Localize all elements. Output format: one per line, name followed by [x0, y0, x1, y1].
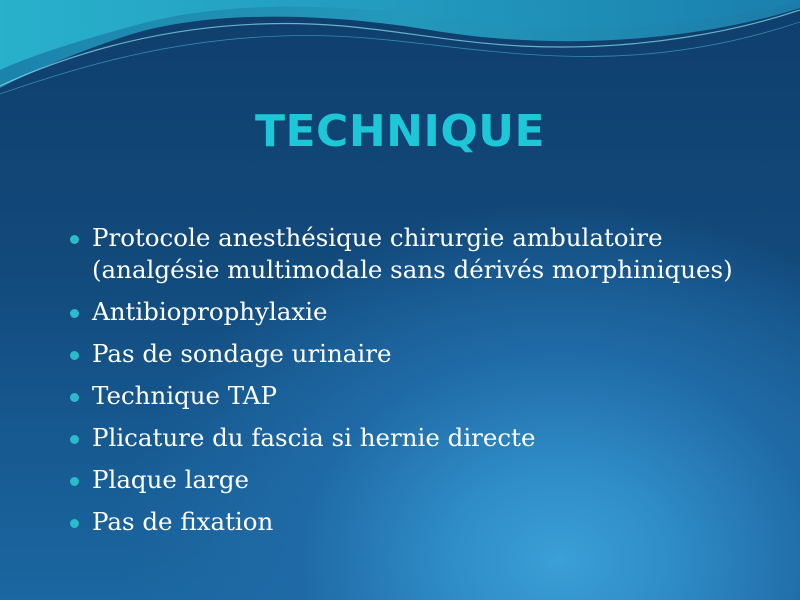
bullet-dot-icon: [70, 235, 79, 244]
slide-title: TECHNIQUE: [254, 106, 546, 157]
bullet-item: [70, 222, 770, 286]
bullet-dot-icon: [70, 519, 79, 528]
bullet-list: [70, 222, 770, 548]
bullet-text: Plaque large: [92, 465, 250, 494]
bullet-text: Plicature du fascia si hernie directe: [92, 423, 536, 452]
decorative-wave-band: [0, 0, 800, 110]
bullet-text-continued: (analgésie multimodale sans dérivés morphiniques): [92, 255, 733, 284]
bullet-text: Pas de fixation: [92, 507, 274, 536]
bullet-dot-icon: [70, 393, 79, 402]
bullet-dot-icon: [70, 351, 79, 360]
bullet-item: [70, 296, 770, 328]
bullet-text: Protocole anesthésique chirurgie ambulatoire: [92, 223, 663, 252]
bullet-dot-icon: [70, 477, 79, 486]
bullet-item: [70, 380, 770, 412]
bullet-item: [70, 422, 770, 454]
bullet-dot-icon: [70, 309, 79, 318]
bullet-item: [70, 464, 770, 496]
bullet-item: [70, 338, 770, 370]
bullet-text: Antibioprophylaxie: [92, 297, 328, 326]
bullet-item: [70, 506, 770, 538]
bullet-text: Technique TAP: [92, 381, 277, 410]
bullet-dot-icon: [70, 435, 79, 444]
bullet-text: Pas de sondage urinaire: [92, 339, 392, 368]
